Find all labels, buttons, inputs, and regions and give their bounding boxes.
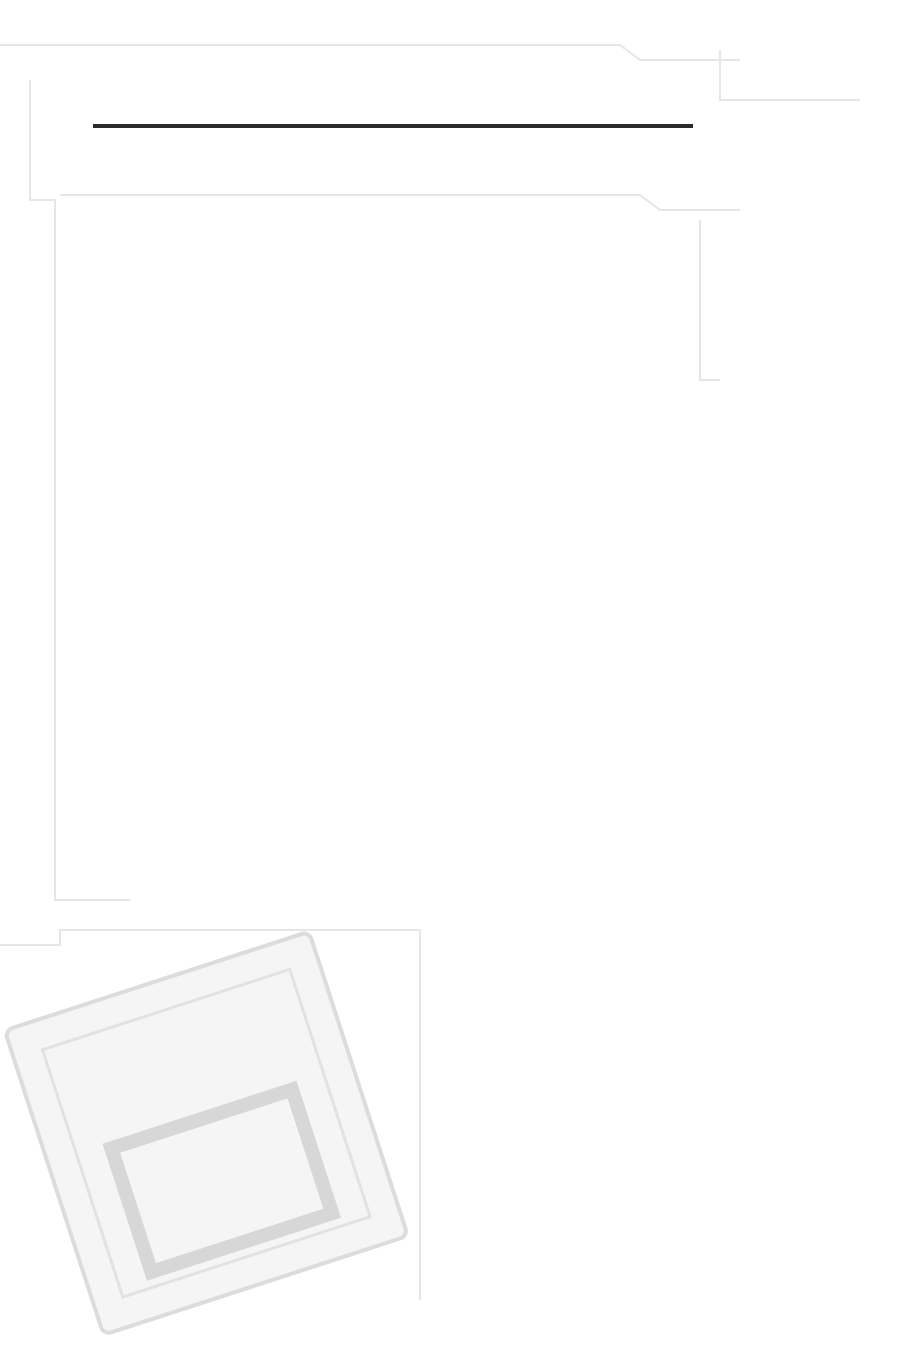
six-watermark <box>5 932 408 1335</box>
title-underline <box>93 124 693 128</box>
credits-line <box>90 218 122 234</box>
